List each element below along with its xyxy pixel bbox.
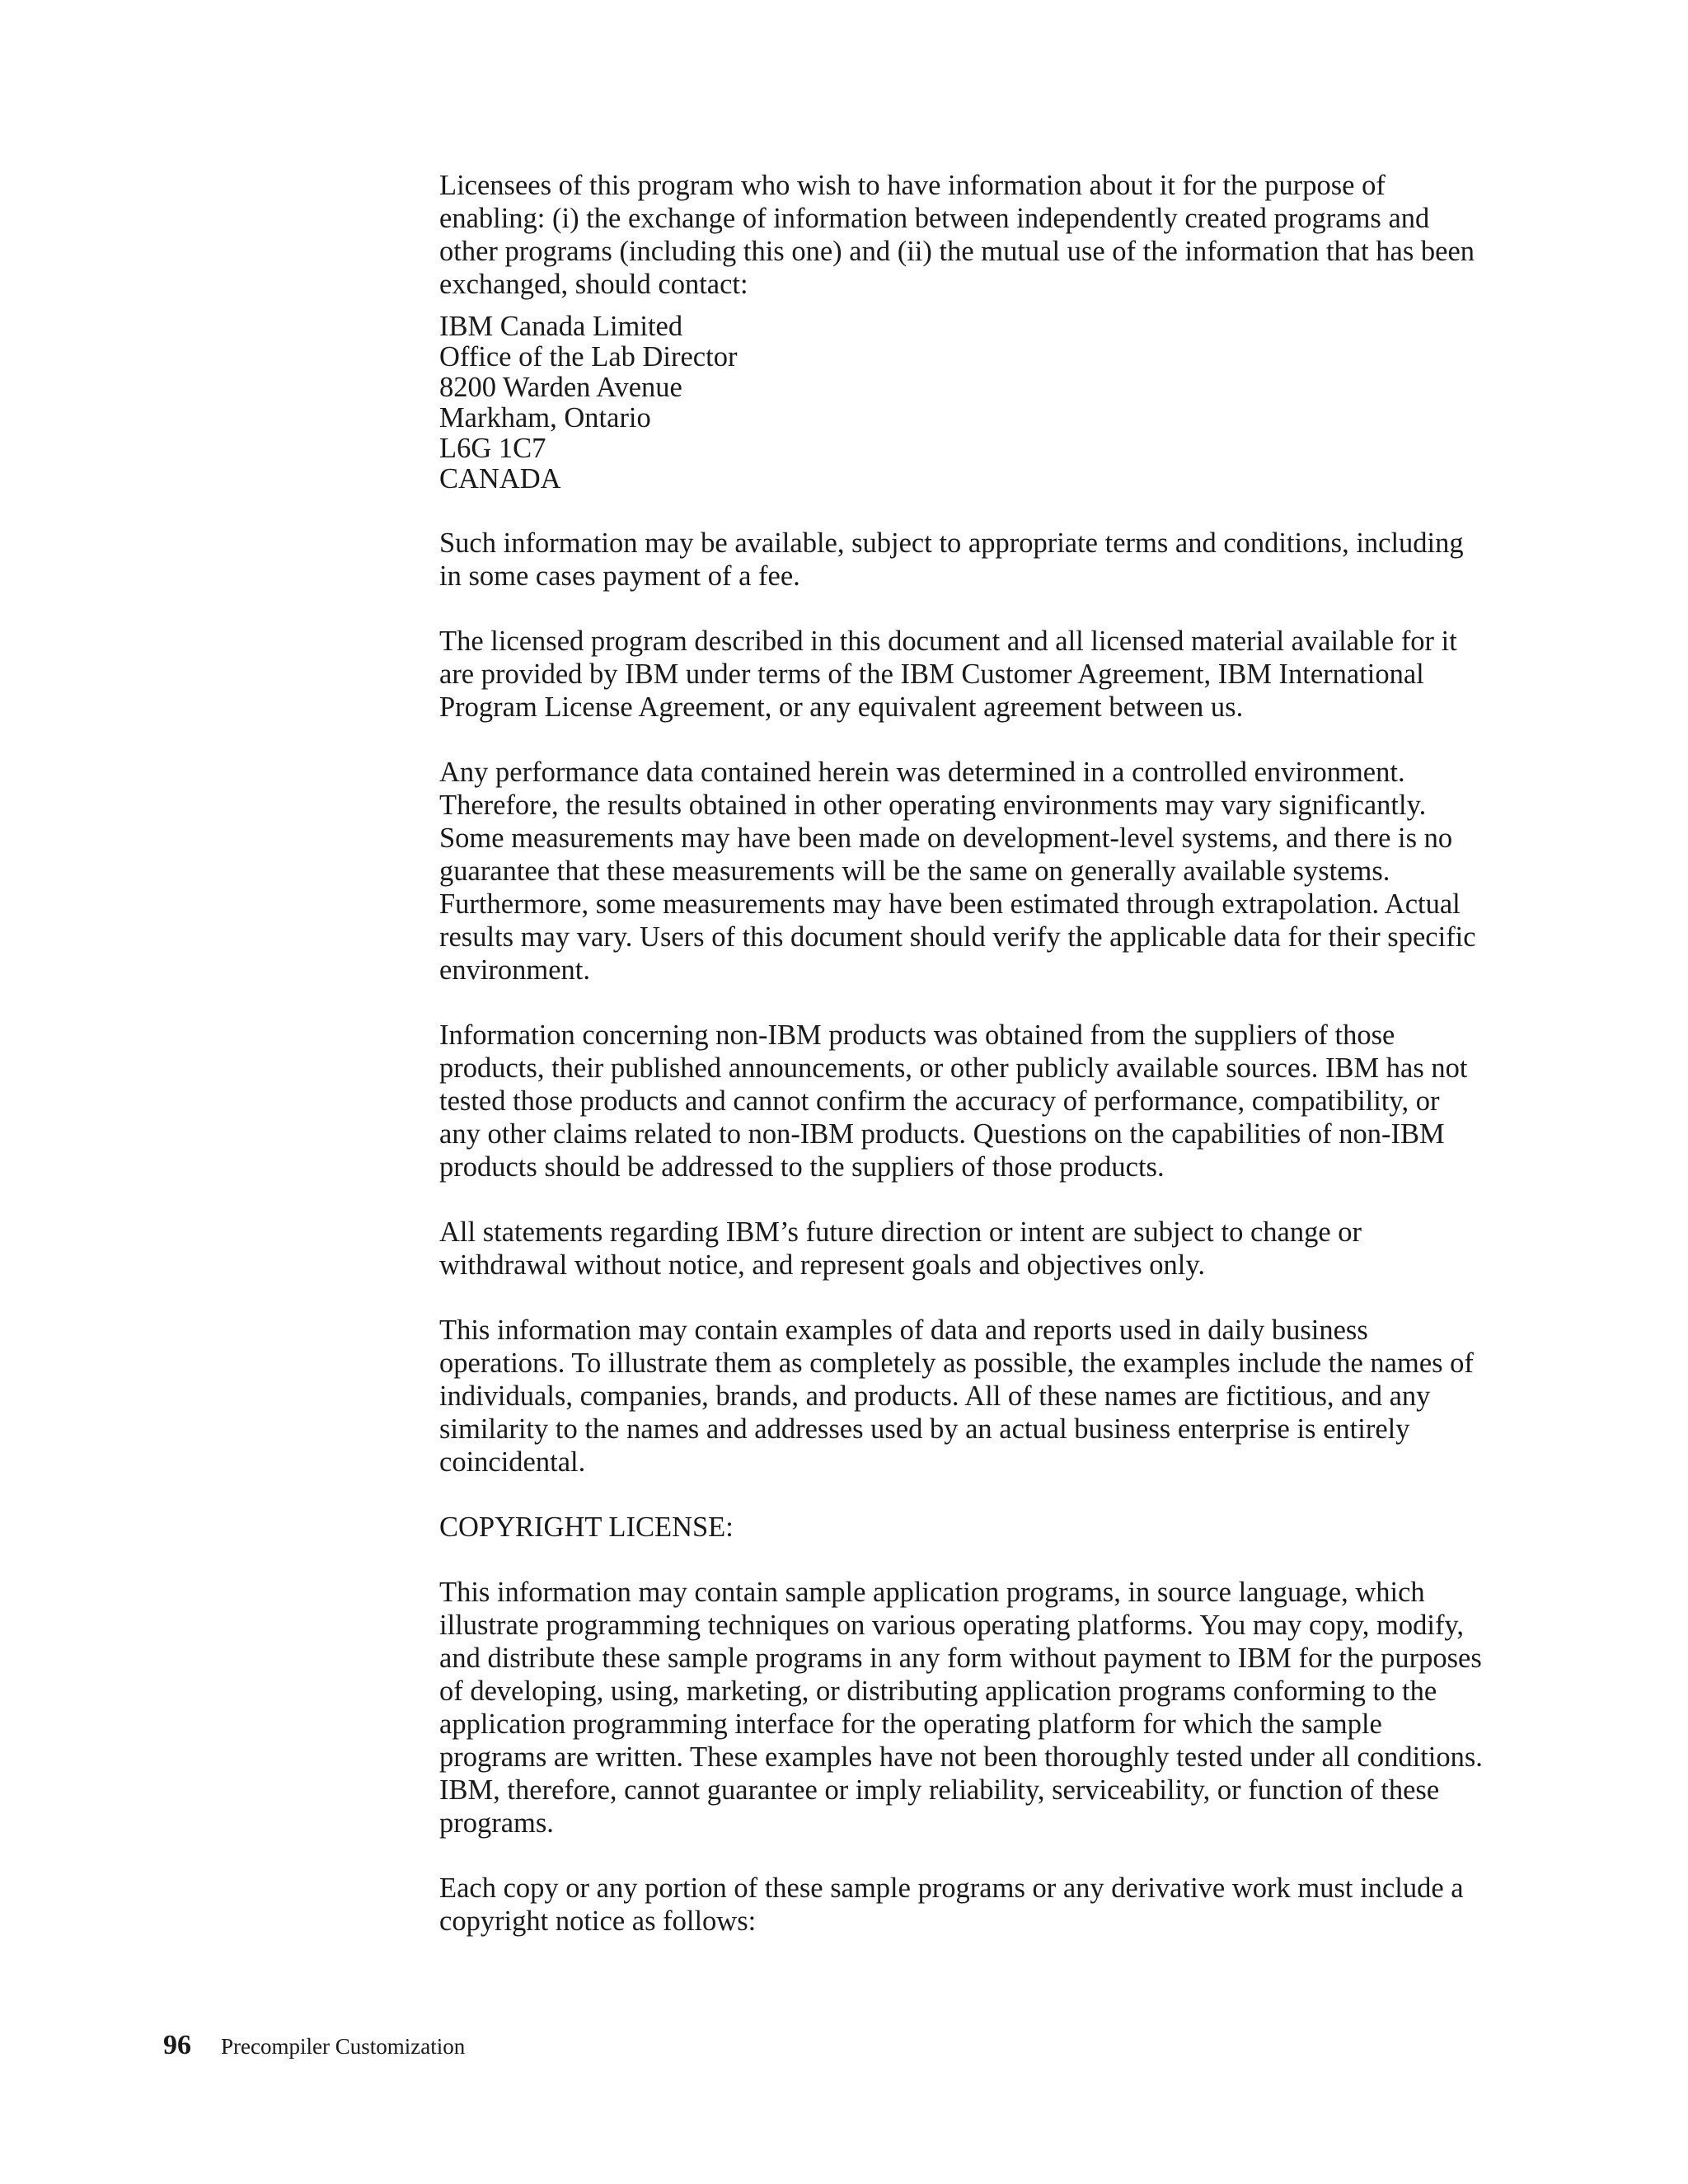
copyright-license-heading: COPYRIGHT LICENSE: — [439, 1511, 734, 1543]
examples-paragraph: This information may contain examples of data and reports used in daily business operations. To illustrate them as completely as possible, the examples include the names of individuals, companies, brands, and products. All of these names are fictitious, and any similarity to the names and addresses used by an actual business enterprise is entirely coincidental. — [439, 1315, 1474, 1478]
non-ibm-paragraph: Information concerning non-IBM products was obtained from the suppliers of those products, their published announcements, or other publicly available sources. IBM has not tested those products and cannot confirm the accuracy of performance, compatibility, or any other claims related to non-IBM products. Questions on the capabilities of non-IBM products should be addressed to the suppliers of those products. — [439, 1019, 1468, 1183]
address-line: CANADA — [439, 463, 561, 494]
licensed-program-paragraph: The licensed program described in this document and all licensed material available for it are provided by IBM under terms of the IBM Customer Agreement, IBM International Program License Agreement, or any equivalent agreement between us. — [439, 626, 1457, 723]
contact-intro-paragraph: Licensees of this program who wish to have information about it for the purpose of enabling: (i) the exchange of information between independently created programs and other programs (including this one) and (ii) the mutual use of the information that has been exchanged, should contact: — [439, 170, 1475, 300]
address-line: L6G 1C7 — [439, 433, 546, 464]
future-direction-paragraph: All statements regarding IBM’s future direction or intent are subject to change or withdrawal without notice, and represent goals and objectives only. — [439, 1216, 1362, 1281]
address-line: Markham, Ontario — [439, 402, 651, 434]
address-block — [439, 312, 1486, 494]
copy-notice-paragraph: Each copy or any portion of these sample programs or any derivative work must include a copyright notice as follows: — [439, 1872, 1464, 1937]
sample-programs-paragraph: This information may contain sample application programs, in source language, which illustrate programming techniques on various operating platforms. You may copy, modify, and distribute these sample programs in any form without payment to IBM for the purposes of developing, using, marketing, or distributing application programs conforming to the application programming interface for the operating platform for which the sample programs are written. These examples have not been thoroughly tested under all conditions. IBM, therefore, cannot guarantee or imply reliability, serviceability, or function of these programs. — [439, 1577, 1483, 1839]
performance-paragraph: Any performance data contained herein was determined in a controlled environment. Therefore, the results obtained in other operating environments may vary significantly. Some measurements may have been made on development-level systems, and there is no guarantee that these measurements will be the same on generally available systems. Furthermore, some measurements may have been estimated through extrapolation. Actual results may vary. Users of this document should verify the applicable data for their specific environment. — [439, 757, 1476, 986]
availability-paragraph: Such information may be available, subject to appropriate terms and conditions, including in some cases payment of a fee. — [439, 527, 1464, 592]
address-line: 8200 Warden Avenue — [439, 372, 682, 403]
address-line: IBM Canada Limited — [439, 311, 683, 342]
page-footer — [163, 2030, 465, 2061]
address-line: Office of the Lab Director — [439, 341, 738, 373]
footer-title: Precompiler Customization — [221, 2034, 466, 2059]
page-number: 96 — [163, 2030, 191, 2060]
page-body — [439, 169, 1486, 1970]
